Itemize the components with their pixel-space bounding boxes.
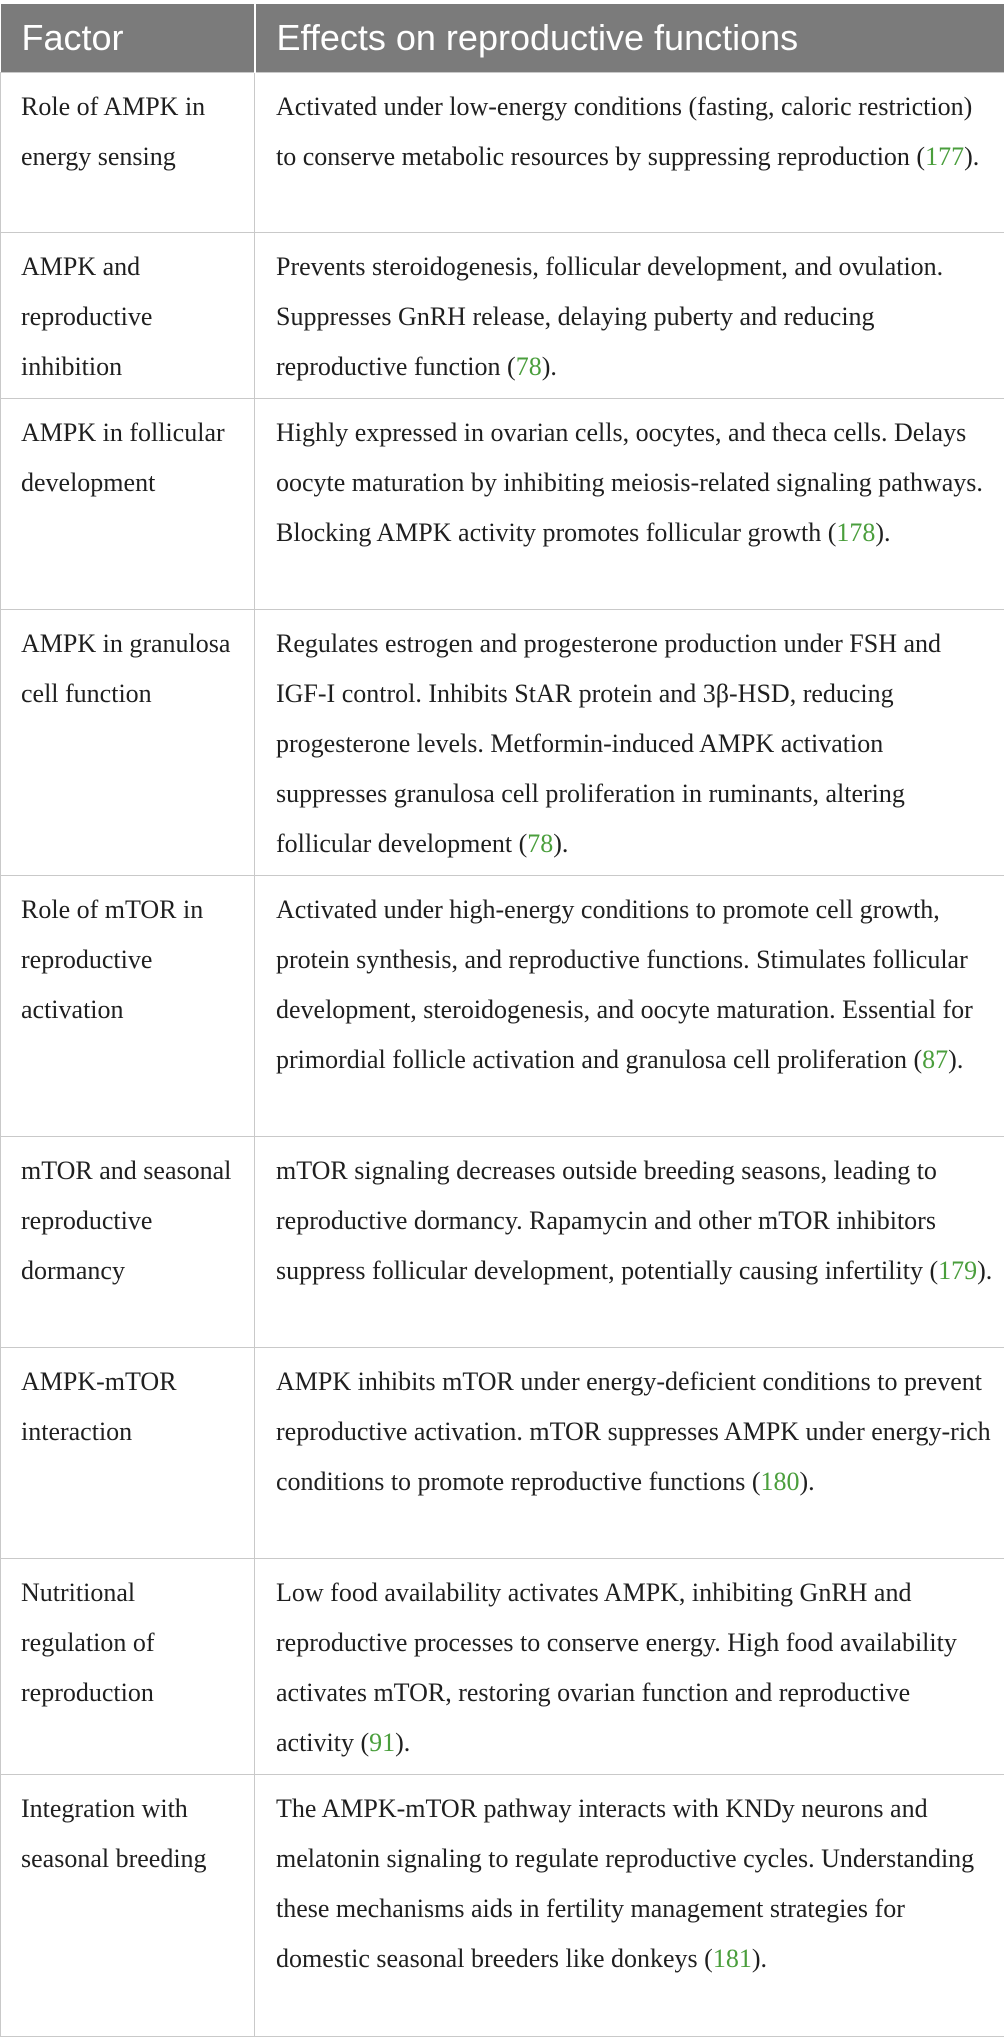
factor-cell: Integration with seasonal breeding	[1, 1775, 255, 2037]
effect-tail: ).	[977, 1256, 993, 1285]
table-header	[1, 4, 1004, 73]
effect-tail: ).	[875, 518, 891, 547]
reference-link[interactable]: 91	[369, 1728, 396, 1757]
header-row	[1, 4, 1004, 73]
effects-table	[0, 4, 1004, 2037]
effect-tail: ).	[751, 1944, 767, 1973]
reference-link[interactable]: 78	[527, 829, 554, 858]
reference-link[interactable]: 179	[938, 1256, 978, 1285]
effect-text: Highly expressed in ovarian cells, oocytes, and theca cells. Delays oocyte maturation by inhibiting meiosis-related signaling pathways. Blocking AMPK activity promotes follicular growth (	[276, 418, 983, 547]
table-row	[1, 1559, 1004, 1775]
factor-cell: AMPK-mTOR interaction	[1, 1348, 255, 1559]
effect-text: The AMPK-mTOR pathway interacts with KNDy neurons and melatonin signaling to regulate reproductive cycles. Understanding these mechanisms aids in fertility management strategies for domestic seasonal breeders like donkeys (	[276, 1794, 975, 1973]
effect-tail: ).	[964, 142, 980, 171]
effect-tail: ).	[553, 829, 569, 858]
effect-cell	[255, 1348, 1004, 1559]
effect-cell	[255, 1559, 1004, 1775]
effect-cell	[255, 1775, 1004, 2037]
factor-cell: mTOR and seasonal reproductive dormancy	[1, 1137, 255, 1348]
table-row	[1, 1775, 1004, 2037]
table-row	[1, 73, 1004, 233]
table-row	[1, 610, 1004, 876]
effect-cell	[255, 73, 1004, 233]
reference-link[interactable]: 178	[836, 518, 876, 547]
effect-tail: ).	[395, 1728, 411, 1757]
factor-cell: AMPK in granulosa cell function	[1, 610, 255, 876]
effect-text: Regulates estrogen and progesterone production under FSH and IGF-I control. Inhibits StAR protein and 3β-HSD, reducing progesterone levels. Metformin-induced AMPK activation suppresses granulosa cell proliferation in ruminants, altering follicular development (	[276, 629, 942, 858]
table-row	[1, 399, 1004, 610]
factor-cell: Role of AMPK in energy sensing	[1, 73, 255, 233]
factor-cell: Nutritional regulation of reproduction	[1, 1559, 255, 1775]
effect-tail: ).	[541, 352, 557, 381]
table-row	[1, 876, 1004, 1137]
effect-cell	[255, 1137, 1004, 1348]
effect-text: Activated under high-energy conditions to promote cell growth, protein synthesis, and reproductive functions. Stimulates follicular development, steroidogenesis, and oocyte maturation. Essential for primordial follicle activation and granulosa cell proliferation (	[276, 895, 973, 1074]
table-row	[1, 233, 1004, 399]
effect-text: Activated under low-energy conditions (fasting, caloric restriction) to conserve metabolic resources by suppressing reproduction (	[276, 92, 973, 171]
effect-cell	[255, 610, 1004, 876]
effect-text: mTOR signaling decreases outside breeding seasons, leading to reproductive dormancy. Rapamycin and other mTOR inhibitors suppress follicular development, potentially causing infertility (	[276, 1156, 939, 1285]
table-row	[1, 1137, 1004, 1348]
effect-tail: ).	[799, 1467, 815, 1496]
factor-cell: AMPK in follicular development	[1, 399, 255, 610]
reference-link[interactable]: 177	[925, 142, 965, 171]
reference-link[interactable]: 87	[922, 1045, 949, 1074]
reference-link[interactable]: 78	[515, 352, 542, 381]
factor-cell: AMPK and reproductive inhibition	[1, 233, 255, 399]
effect-cell	[255, 233, 1004, 399]
header-factor: Factor	[1, 4, 255, 73]
effect-text: Low food availability activates AMPK, inhibiting GnRH and reproductive processes to conserve energy. High food availability activates mTOR, restoring ovarian function and reproductive activity (	[276, 1578, 957, 1757]
reference-link[interactable]: 180	[760, 1467, 800, 1496]
factor-cell: Role of mTOR in reproductive activation	[1, 876, 255, 1137]
effect-cell	[255, 876, 1004, 1137]
reference-link[interactable]: 181	[712, 1944, 752, 1973]
table-row	[1, 1348, 1004, 1559]
effect-text: AMPK inhibits mTOR under energy-deficient conditions to prevent reproductive activation. mTOR suppresses AMPK under energy-rich conditions to promote reproductive functions (	[276, 1367, 991, 1496]
header-effects: Effects on reproductive functions	[255, 4, 1004, 73]
effect-text: Prevents steroidogenesis, follicular development, and ovulation. Suppresses GnRH release, delaying puberty and reducing reproductive function (	[276, 252, 944, 381]
effect-cell	[255, 399, 1004, 610]
table-body	[1, 73, 1004, 2037]
effect-tail: ).	[948, 1045, 964, 1074]
